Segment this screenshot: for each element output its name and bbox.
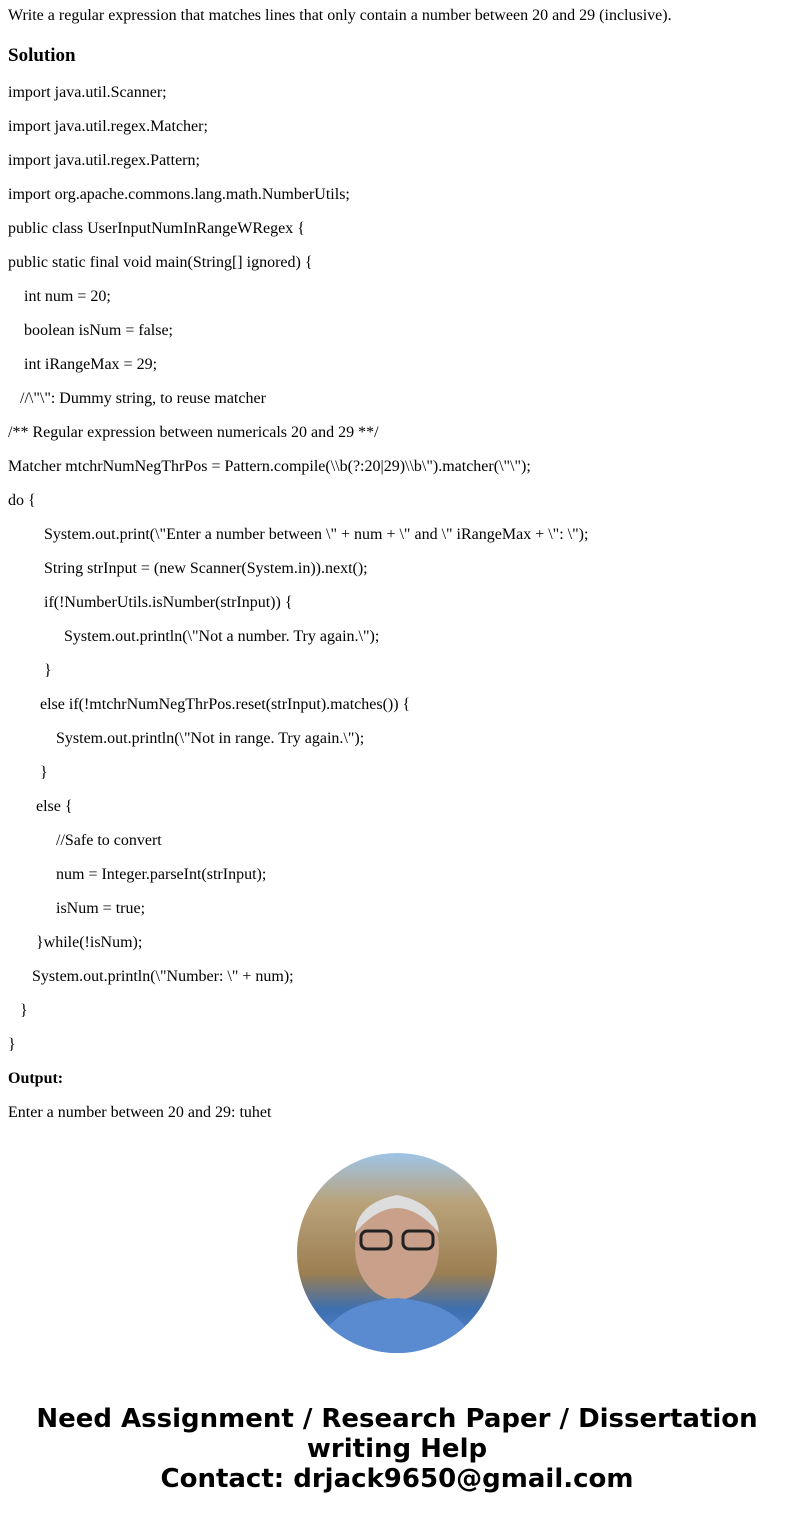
footer-line-2: writing Help [306, 1434, 488, 1464]
code-line: String strInput = (new Scanner(System.in)).next(); [44, 560, 368, 577]
code-line: /** Regular expression between numericals 20 and 29 **/ [8, 424, 379, 441]
code-line: public static final void main(String[] ignored) { [8, 254, 313, 271]
code-line: }while(!isNum); [36, 934, 143, 951]
code-line: Matcher mtchrNumNegThrPos = Pattern.compile(\\b(?:20|29)\\b\").matcher(\"\"); [8, 458, 531, 475]
code-line: import org.apache.commons.lang.math.NumberUtils; [8, 186, 350, 203]
code-line: int iRangeMax = 29; [24, 356, 158, 373]
code-line: public class UserInputNumInRangeWRegex { [8, 220, 305, 237]
code-line: System.out.print(\"Enter a number between \" + num + \" and \" iRangeMax + \": \"); [44, 526, 589, 543]
code-line: import java.util.regex.Pattern; [8, 152, 200, 169]
solution-heading: Solution [8, 45, 76, 66]
code-line: boolean isNum = false; [24, 322, 173, 339]
footer-line-3: Contact: drjack9650@gmail.com [160, 1464, 634, 1494]
output-label: Output: [8, 1070, 64, 1087]
code-line: System.out.println(\"Number: \" + num); [32, 968, 294, 985]
code-line: } [8, 1036, 16, 1053]
code-line: do { [8, 492, 36, 509]
footer-banner [0, 1404, 794, 1494]
code-line: } [40, 764, 48, 781]
code-line: if(!NumberUtils.isNumber(strInput)) { [44, 594, 293, 611]
code-line: int num = 20; [24, 288, 111, 305]
question-text: Write a regular expression that matches lines that only contain a number between 20 and 29 (inclusive). [8, 7, 672, 24]
code-line: else { [36, 798, 73, 815]
code-line: import java.util.Scanner; [8, 84, 167, 101]
code-line: isNum = true; [56, 900, 146, 917]
output-text: Enter a number between 20 and 29: tuhet [8, 1104, 272, 1121]
code-line: //Safe to convert [56, 832, 162, 849]
code-line: import java.util.regex.Matcher; [8, 118, 208, 135]
code-line: else if(!mtchrNumNegThrPos.reset(strInput).matches()) { [40, 696, 411, 713]
code-line: } [20, 1002, 28, 1019]
person-photo-icon [297, 1153, 497, 1353]
code-line: //\"\": Dummy string, to reuse matcher [20, 390, 266, 407]
footer-line-1: Need Assignment / Research Paper / Dissertation [36, 1404, 758, 1434]
code-line: System.out.println(\"Not a number. Try again.\"); [64, 628, 380, 645]
code-line: System.out.println(\"Not in range. Try again.\"); [56, 730, 365, 747]
code-line: } [44, 662, 52, 679]
code-line: num = Integer.parseInt(strInput); [56, 866, 267, 883]
author-avatar [297, 1153, 497, 1353]
